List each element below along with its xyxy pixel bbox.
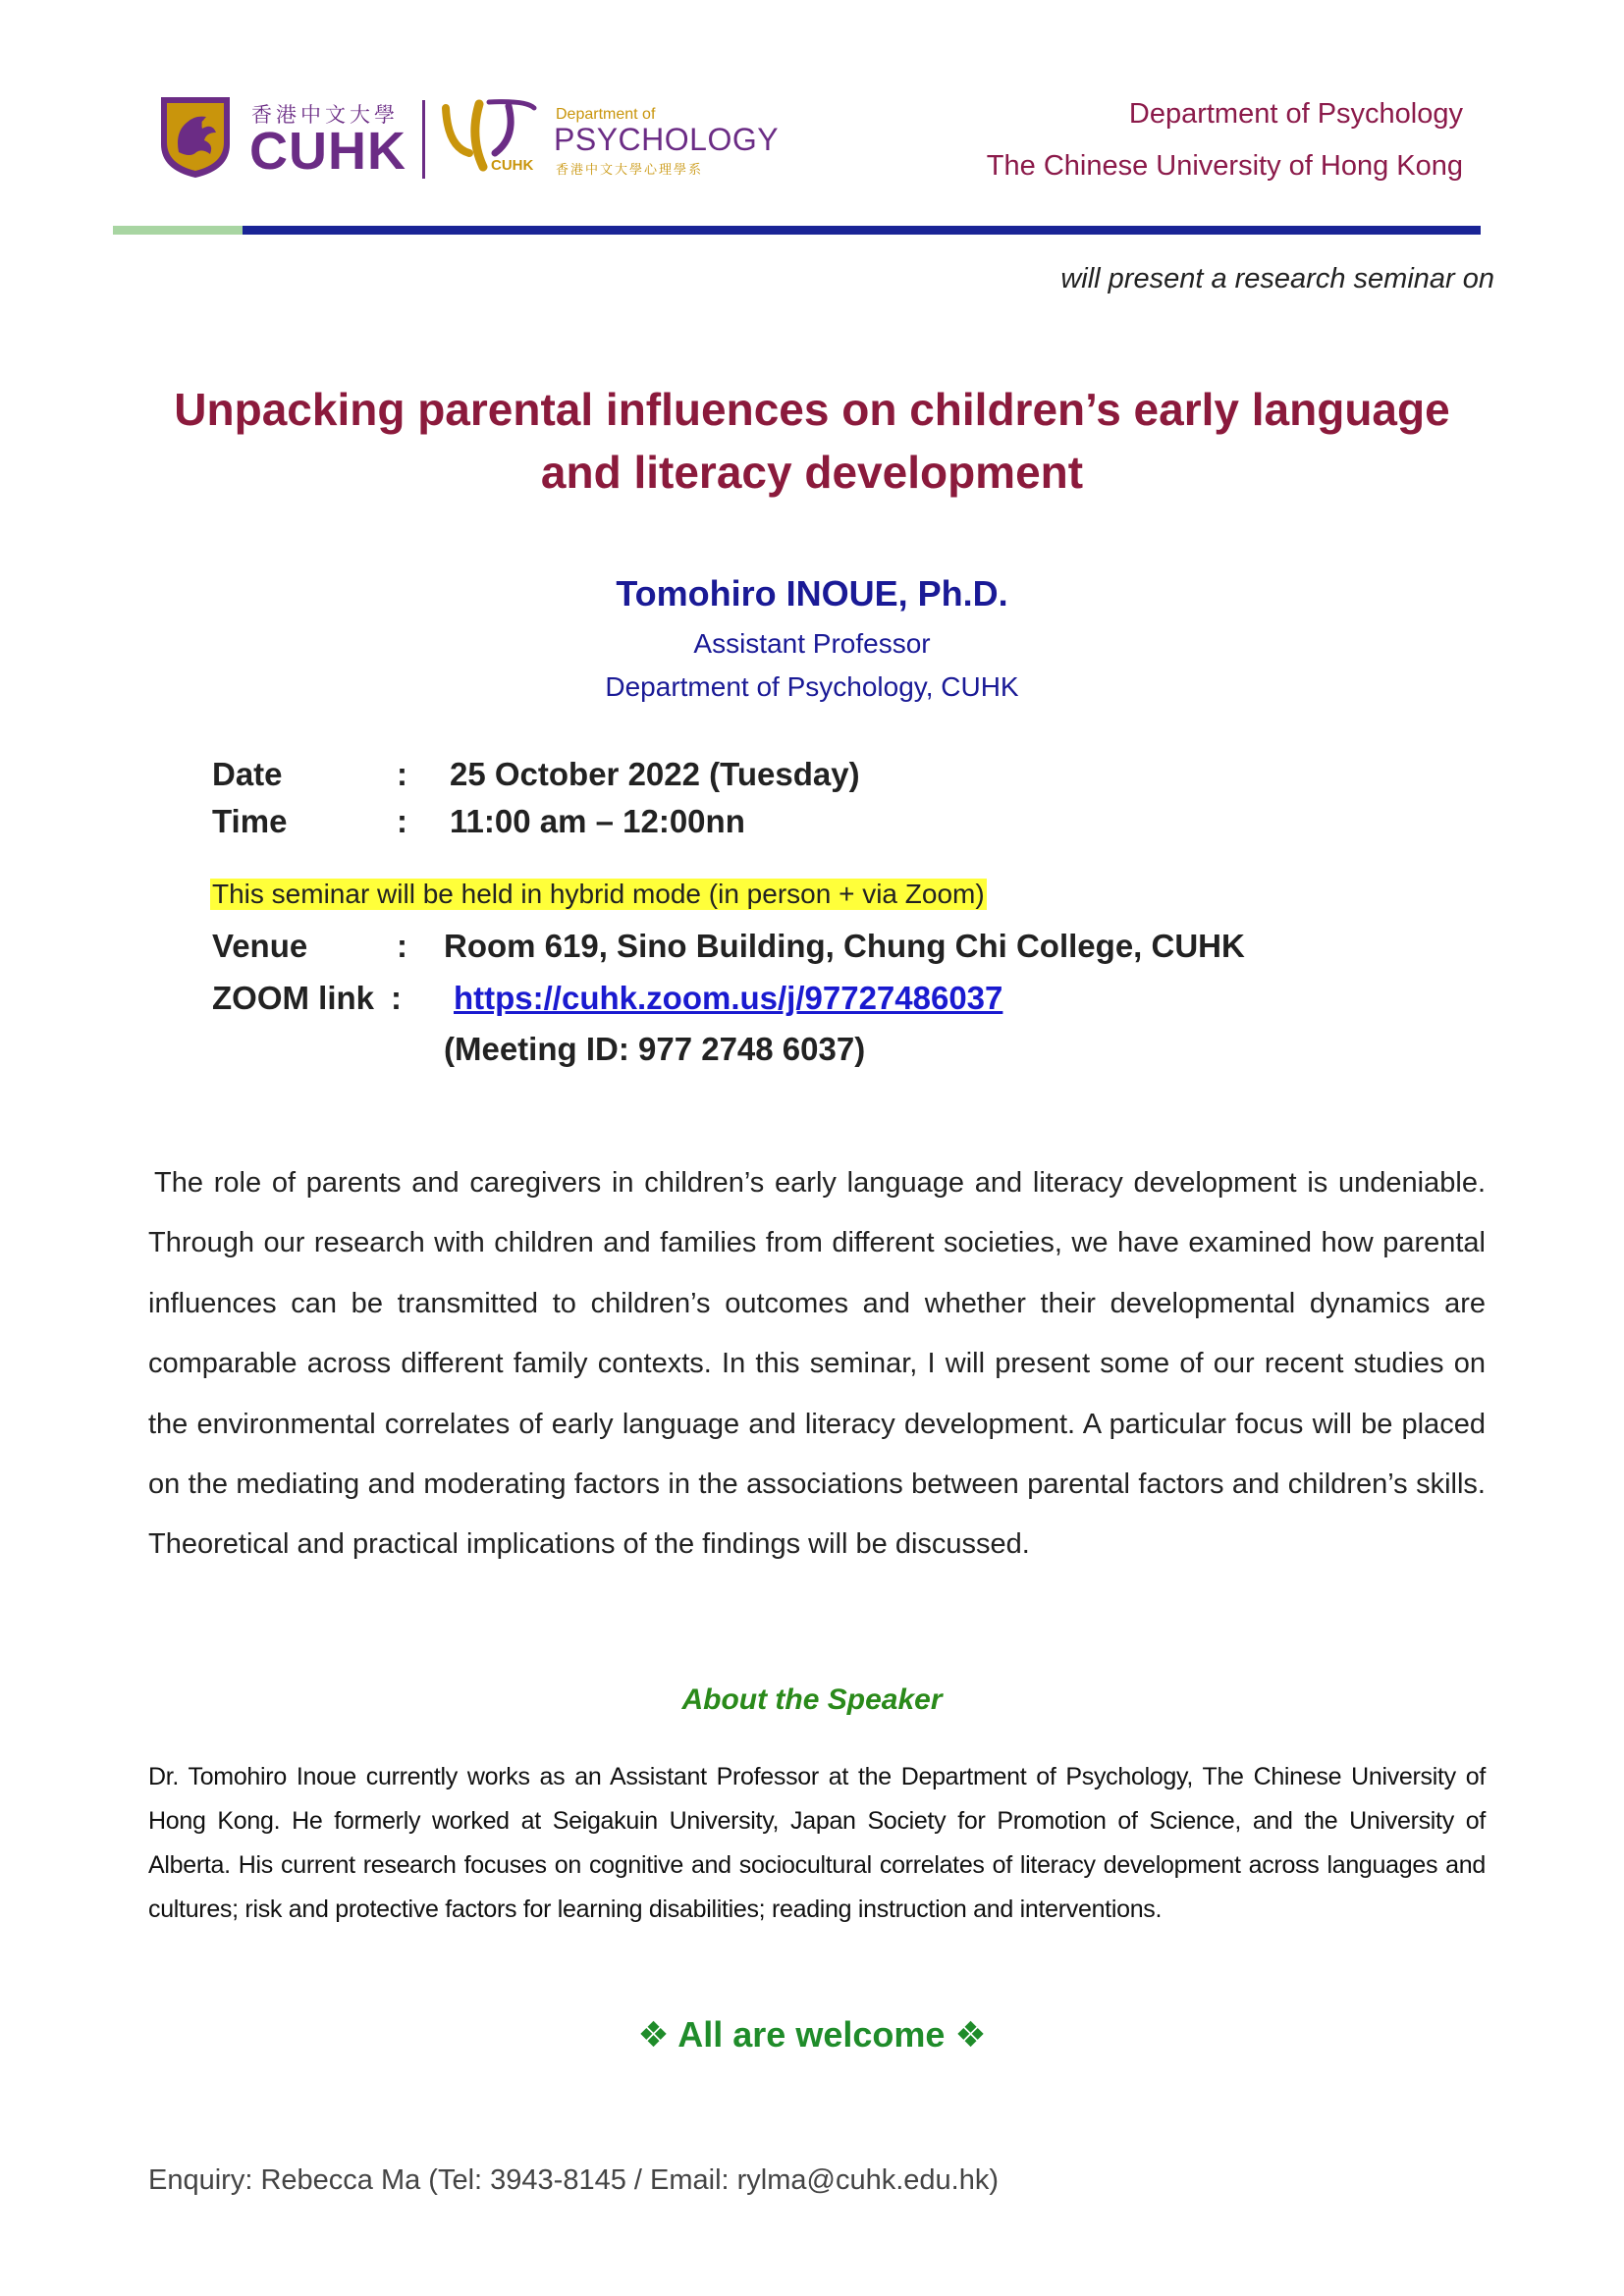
speaker-bio-paragraph: Dr. Tomohiro Inoue currently works as an Assistant Professor at the Department of Psychology, The Chinese University of Hong Kong. He formerly worked at Seigakuin University, Japan Society for Promotion of Science, and the University of Alberta. His current research focuses on cognitive and sociocultural correlates of literacy development across languages and cultures; risk and protective factors for learning disabilities; reading instruction and interventions. (148, 1763, 1486, 1923)
venue-value: Room 619, Sino Building, Chung Chi College, CUHK (444, 928, 1245, 964)
venue-colon: : (397, 928, 407, 964)
date-value: 25 October 2022 (Tuesday) (450, 756, 860, 792)
psychology-wordmark: PSYCHOLOGY (554, 122, 780, 157)
date-label: Date (212, 756, 283, 792)
psychology-logo-cuhk-tag: CUHK (491, 157, 534, 174)
seminar-title (125, 378, 1499, 504)
cuhk-phoenix-crest-icon (157, 93, 234, 180)
seminar-title-line-1: Unpacking parental influences on children’s early language (174, 384, 1450, 435)
time-label: Time (212, 803, 288, 839)
abstract-paragraph: The role of parents and caregivers in children’s early language and literacy development is undeniable. Through our research with children and families from different societies, we have examined how parental influences can be transmitted to children’s outcomes and whether their developmental dynamics are comparable across different family contexts. In this seminar, I will present some of our recent studies on the environmental correlates of early language and literacy development. A particular focus will be placed on the mediating and moderating factors in the associations between parental factors and children’s skills. Theoretical and practical implications of the findings will be discussed. (148, 1167, 1486, 1561)
all-are-welcome: ❖ All are welcome ❖ (637, 2014, 987, 2055)
zoom-label: ZOOM link (212, 980, 374, 1016)
speaker-name: Tomohiro INOUE, Ph.D. (616, 573, 1008, 614)
hybrid-mode-note: This seminar will be held in hybrid mode (in person + via Zoom) (212, 879, 985, 909)
intro-line: will present a research seminar on (1060, 263, 1494, 294)
header-department: Department of Psychology (1128, 98, 1463, 130)
seminar-title-line-2: and literacy development (540, 447, 1084, 498)
psychology-logo-dept-of: Department of (556, 106, 656, 123)
psychology-chinese-name: 香港中文大學心理學系 (556, 163, 704, 178)
header-rule-blue (243, 226, 1481, 235)
about-speaker-heading: About the Speaker (681, 1683, 943, 1716)
enquiry-line: Enquiry: Rebecca Ma (Tel: 3943-8145 / Email: rylma@cuhk.edu.hk) (148, 2164, 999, 2196)
zoom-colon: : (391, 980, 402, 1016)
header-university: The Chinese University of Hong Kong (986, 150, 1463, 182)
date-colon: : (397, 756, 407, 792)
psychology-logo (440, 98, 780, 187)
time-value: 11:00 am – 12:00nn (450, 803, 745, 839)
meeting-id: (Meeting ID: 977 2748 6037) (444, 1031, 866, 1067)
speaker-role: Assistant Professor (693, 628, 931, 659)
time-colon: : (397, 803, 407, 839)
cuhk-wordmark: CUHK (249, 122, 406, 181)
cuhk-logo (157, 93, 406, 182)
header-rule-green (113, 226, 243, 235)
logo-divider (422, 100, 425, 179)
cuhk-chinese-name: 香港中文大學 (251, 103, 399, 127)
zoom-link[interactable]: https://cuhk.zoom.us/j/97727486037 (454, 980, 1003, 1016)
venue-label: Venue (212, 928, 308, 964)
speaker-department: Department of Psychology, CUHK (605, 671, 1019, 702)
